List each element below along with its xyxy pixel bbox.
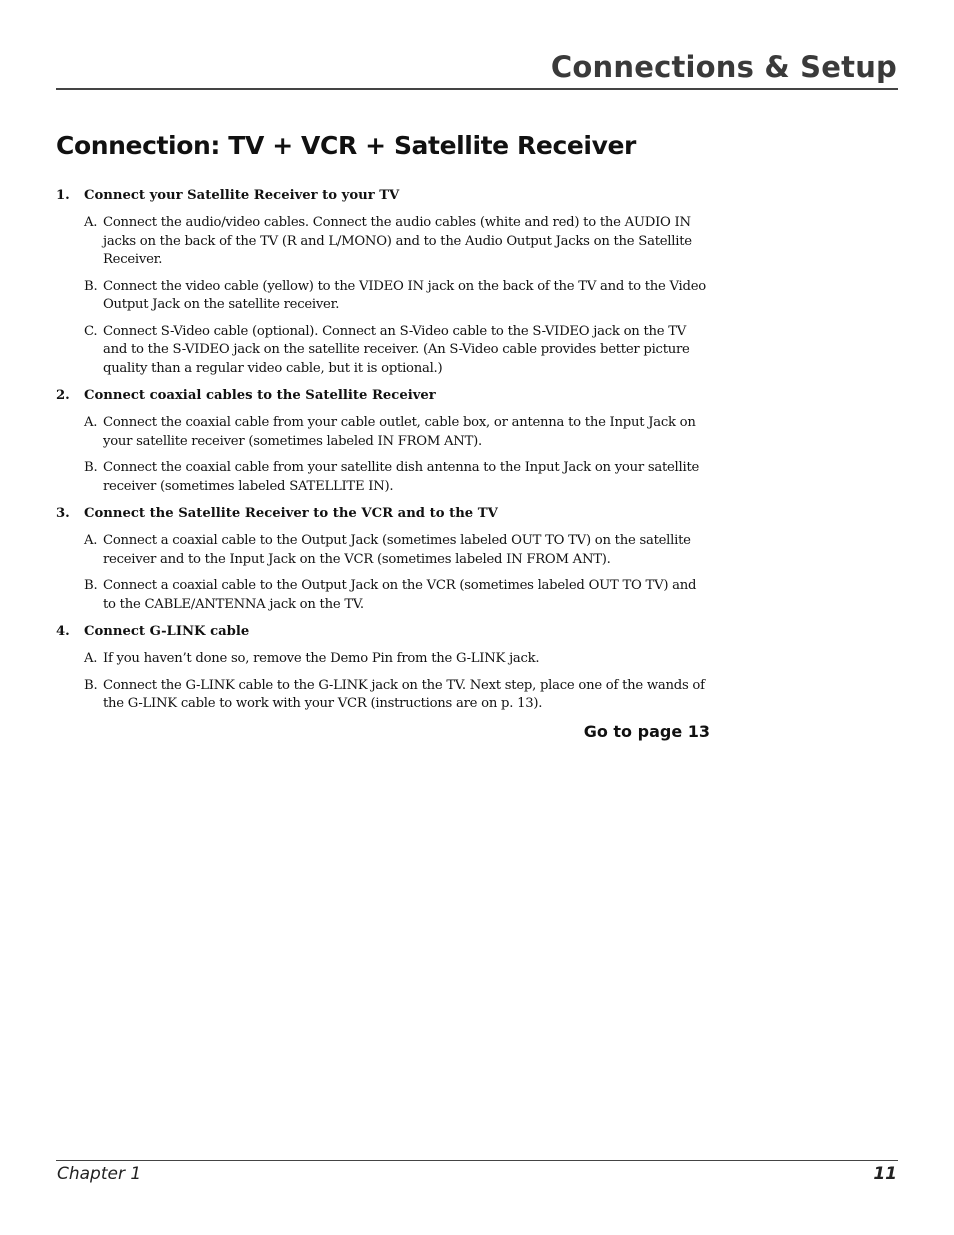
step-heading	[56, 186, 710, 206]
list-item	[84, 414, 710, 451]
list-item	[84, 650, 710, 669]
step-heading	[56, 504, 710, 524]
step-items	[56, 650, 710, 714]
list-item	[84, 532, 710, 569]
step-heading	[56, 386, 710, 406]
item-text: Connect the coaxial cable from your cable outlet, cable box, or antenna to the Input Jack on your satellite receiver (sometimes labeled IN FROM ANT).	[103, 415, 696, 449]
item-letter: B.	[84, 460, 98, 475]
item-text: Connect the coaxial cable from your satellite dish antenna to the Input Jack on your satellite receiver (sometimes labeled SATELLITE IN).	[103, 460, 700, 494]
chapter-label: Chapter 1	[57, 1164, 142, 1184]
list-item	[84, 459, 710, 496]
header-divider	[56, 88, 898, 90]
item-text: If you haven’t done so, remove the Demo Pin from the G-LINK jack.	[103, 651, 540, 666]
item-letter: B.	[84, 278, 98, 294]
page-number: 11	[873, 1164, 897, 1184]
item-text: Connect a coaxial cable to the Output Jack on the VCR (sometimes labeled OUT TO TV) and to the CABLE/ANTENNA jack on the TV.	[103, 578, 697, 612]
item-letter: A.	[84, 533, 98, 548]
list-item	[84, 323, 710, 379]
item-text: Connect the audio/video cables. Connect the audio cables (white and red) to the AUDIO IN jacks on the back of the TV (R and L/MONO) and to the Audio Output Jacks on the Satellite Receiver.	[103, 215, 692, 267]
step-1	[56, 186, 710, 378]
list-item	[84, 577, 710, 614]
item-text: Connect the video cable (yellow) to the VIDEO IN jack on the back of the TV and to the Video Output Jack on the satellite receiver.	[103, 278, 706, 312]
step-number: 1.	[56, 188, 70, 203]
item-letter: B.	[84, 677, 98, 693]
item-letter: A.	[84, 651, 98, 666]
instructions	[56, 186, 710, 741]
item-text: Connect the G-LINK cable to the G-LINK jack on the TV. Next step, place one of the wands of the G-LINK cable to work with your VCR (instructions are on p. 13).	[103, 677, 705, 711]
step-title: Connect the Satellite Receiver to the VCR and to the TV	[84, 506, 498, 521]
list-item	[84, 214, 710, 270]
list-item	[84, 677, 710, 714]
page-title: Connection: TV + VCR + Satellite Receiver	[56, 131, 636, 160]
step-number: 3.	[56, 506, 70, 521]
step-title: Connect your Satellite Receiver to your TV	[84, 188, 400, 203]
item-text: Connect a coaxial cable to the Output Jack (sometimes labeled OUT TO TV) on the satellite receiver and to the Input Jack on the VCR (sometimes labeled IN FROM ANT).	[103, 533, 691, 567]
step-number: 2.	[56, 388, 70, 403]
step-items	[56, 214, 710, 378]
step-items	[56, 532, 710, 614]
go-to-page-note: Go to page 13	[583, 721, 710, 741]
step-2	[56, 386, 710, 496]
step-3	[56, 504, 710, 614]
section-title: Connections & Setup	[550, 50, 897, 84]
step-4	[56, 622, 710, 714]
item-text: Connect S-Video cable (optional). Connect an S-Video cable to the S-VIDEO jack on the TV and to the S-VIDEO jack on the satellite receiver. (An S-Video cable provides better picture quality than a regular video cable, but it is optional.)	[103, 323, 690, 376]
step-number: 4.	[56, 624, 70, 639]
item-letter: B.	[84, 578, 98, 593]
step-heading	[56, 622, 710, 642]
item-letter: A.	[84, 215, 98, 230]
item-letter: C.	[84, 323, 98, 339]
step-items	[56, 414, 710, 496]
list-item	[84, 278, 710, 315]
step-title: Connect coaxial cables to the Satellite Receiver	[84, 388, 436, 403]
step-title: Connect G-LINK cable	[84, 624, 250, 639]
footer-divider	[56, 1160, 898, 1161]
item-letter: A.	[84, 415, 98, 430]
